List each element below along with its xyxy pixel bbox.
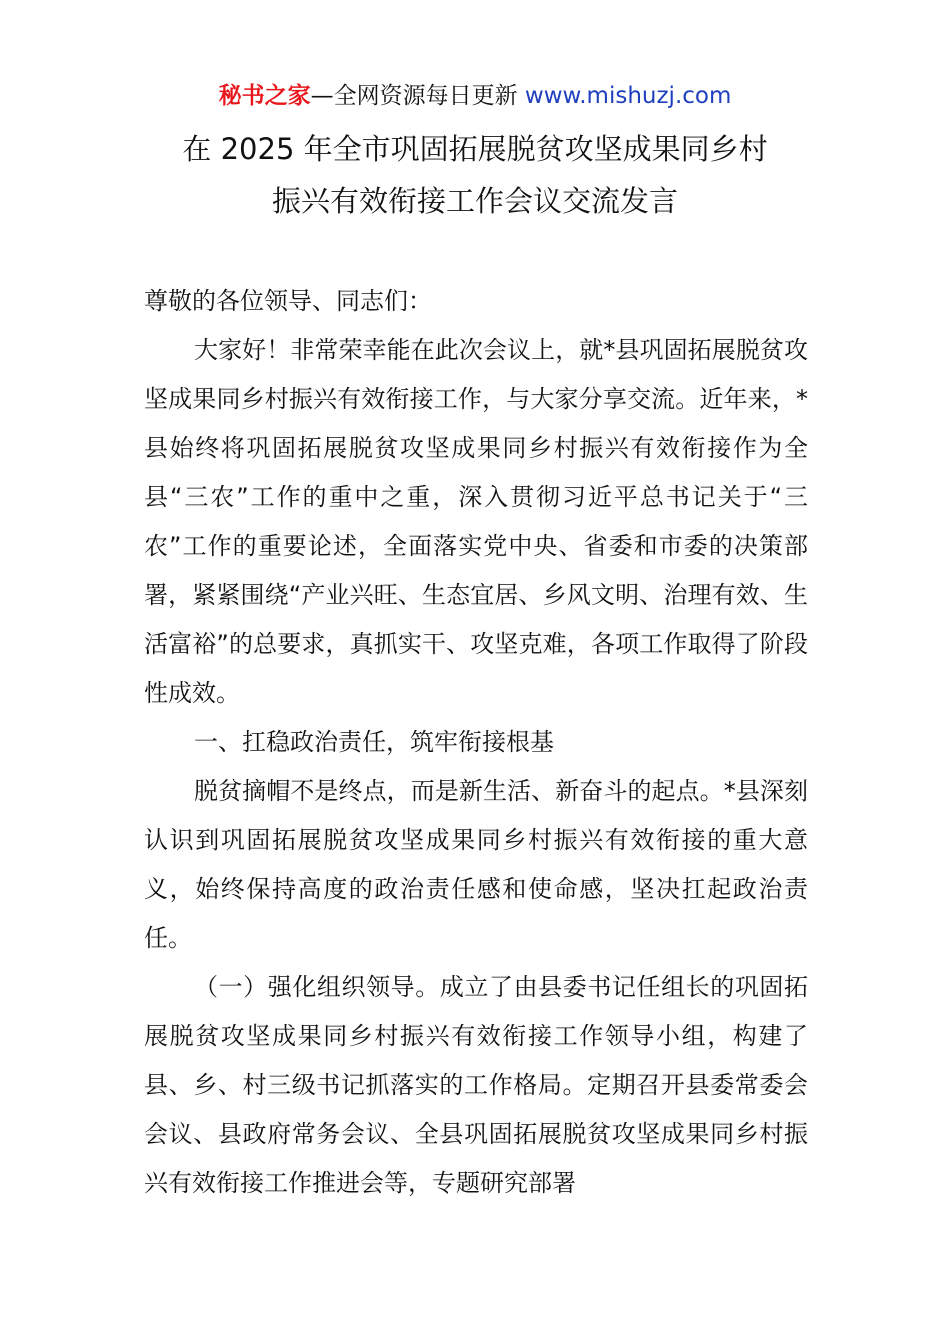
- site-header: [0, 80, 950, 112]
- document-title: [0, 128, 950, 222]
- document-body: [144, 277, 808, 1208]
- site-url[interactable]: www.mishuzj.com: [524, 83, 732, 109]
- title-line-1: 在 2025 年全市巩固拓展脱贫攻坚成果同乡村: [182, 132, 768, 166]
- paragraph-intro: 大家好！非常荣幸能在此次会议上，就*县巩固拓展脱贫攻坚成果同乡村振兴有效衔接工作，与大家分享交流。近年来，*县始终将巩固拓展脱贫攻坚成果同乡村振兴有效衔接作为全县“三农”工作的重中之重，深入贯彻习近平总书记关于“三农”工作的重要论述，全面落实党中央、省委和市委的决策部署，紧紧围绕“产业兴旺、生态宜居、乡风文明、治理有效、生活富裕”的总要求，真抓实干、攻坚克难，各项工作取得了阶段性成效。: [144, 336, 808, 707]
- paragraph-subsection-1: （一）强化组织领导。成立了由县委书记任组长的巩固拓展脱贫攻坚成果同乡村振兴有效衔接工作领导小组，构建了县、乡、村三级书记抓落实的工作格局。定期召开县委常委会会议、县政府常务会议、全县巩固拓展脱贫攻坚成果同乡村振兴有效衔接工作推进会等，专题研究部署: [144, 973, 808, 1197]
- section-heading-1: 一、扛稳政治责任，筑牢衔接根基: [194, 728, 554, 756]
- brand-name: 秘书之家: [218, 83, 311, 109]
- title-line-2: 振兴有效衔接工作会议交流发言: [271, 184, 678, 218]
- paragraph-section-1: 脱贫摘帽不是终点，而是新生活、新奋斗的起点。*县深刻认识到巩固拓展脱贫攻坚成果同乡村振兴有效衔接的重大意义，始终保持高度的政治责任感和使命感，坚决扛起政治责任。: [144, 777, 808, 952]
- salutation: 尊敬的各位领导、同志们：: [144, 287, 432, 315]
- site-slogan: —全网资源每日更新: [310, 83, 525, 109]
